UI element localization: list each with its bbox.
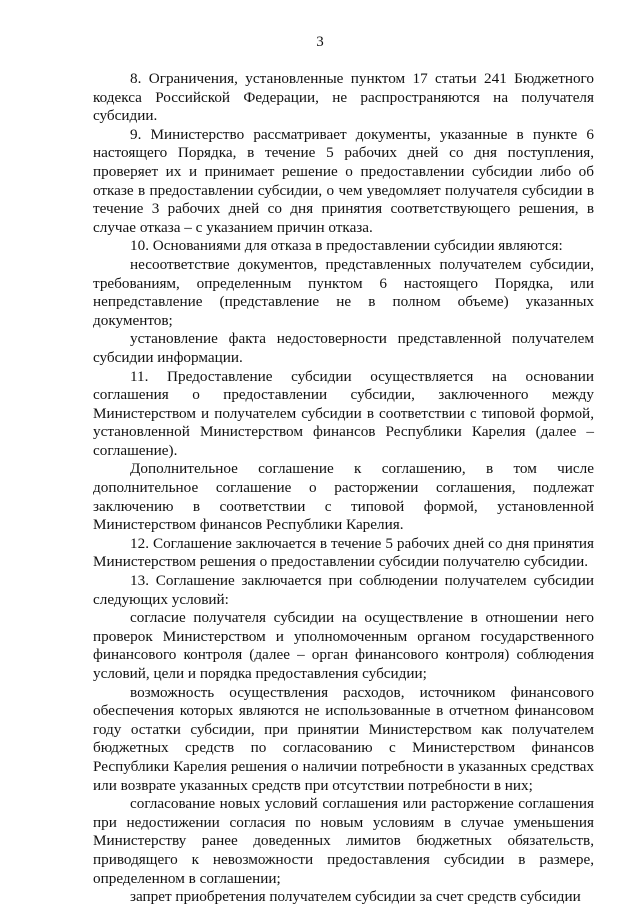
paragraph-13-condition-2: возможность осуществления расходов, источником финансового обеспечения которых являются не использованные в отчетном финансовом году остатки субсидии, при принятии Министерством как получателем бюджетных средств по согласованию с Министерством финансов Республики Карелия решения о наличии потребности в указанных средствах или возврате указанных средств при отсутствии потребности в них; xyxy=(93,683,594,794)
paragraph-10: 10. Основаниями для отказа в предоставлении субсидии являются: xyxy=(130,237,563,255)
paragraph-8: 8. Ограничения, установленные пунктом 17 статьи 241 Бюджетного кодекса Российской Федерации, не распространяются на получателя субсидии. xyxy=(93,70,594,125)
paragraph-13: 13. Соглашение заключается при соблюдении получателем субсидии следующих условий: xyxy=(93,572,594,608)
paragraph-11-supplement: Дополнительное соглашение к соглашению, в том числе дополнительное соглашение о расторжении соглашения, подлежат заключению в соответствии с типовой формой, установленной Министерством финансов Республики Карелия. xyxy=(93,460,594,534)
document-body xyxy=(93,70,594,907)
paragraph-13-condition-3: согласование новых условий соглашения или расторжение соглашения при недостижении согласия по новым условиям в случае уменьшения Министерству ранее доведенных лимитов бюджетных обязательств, приводящего к невозможности предоставления субсидии в размере, определенном в соглашении; xyxy=(93,795,594,887)
paragraph-13-condition-4: запрет приобретения получателем субсидии за счет средств субсидии xyxy=(130,888,581,906)
paragraph-10-item-1: несоответствие документов, представленных получателем субсидии, требованиям, определенным пунктом 6 настоящего Порядка, или непредставление (представление не в полном объеме) указанных документов; xyxy=(93,255,594,329)
paragraph-9: 9. Министерство рассматривает документы, указанные в пункте 6 настоящего Порядка, в течение 5 рабочих дней со дня поступления, проверяет их и принимает решение о предоставлении субсидии либо об отказе в предоставлении субсидии, о чем уведомляет получателя субсидии в течение 3 рабочих дней со дня принятия соответствующего решения, в случае отказа – с указанием причин отказа. xyxy=(93,125,594,236)
paragraph-10-item-2: установление факта недостоверности представленной получателем субсидии информации. xyxy=(93,330,594,366)
page-number: 3 xyxy=(316,34,324,50)
paragraph-12: 12. Соглашение заключается в течение 5 рабочих дней со дня принятия Министерством решения о предоставлении субсидии получателю субсидии. xyxy=(93,534,594,571)
paragraph-11: 11. Предоставление субсидии осуществляется на основании соглашения о предоставлении субсидии, заключенного между Министерством и получателем субсидии в соответствии с типовой формой, установленной Министерством финансов Республики Карелия (далее – соглашение). xyxy=(93,367,594,459)
paragraph-13-condition-1: согласие получателя субсидии на осуществление в отношении него проверок Министерством и уполномоченным органом государственного финансового контроля (далее – орган финансового контроля) соблюдения условий, цели и порядка предоставления субсидии; xyxy=(93,609,594,682)
